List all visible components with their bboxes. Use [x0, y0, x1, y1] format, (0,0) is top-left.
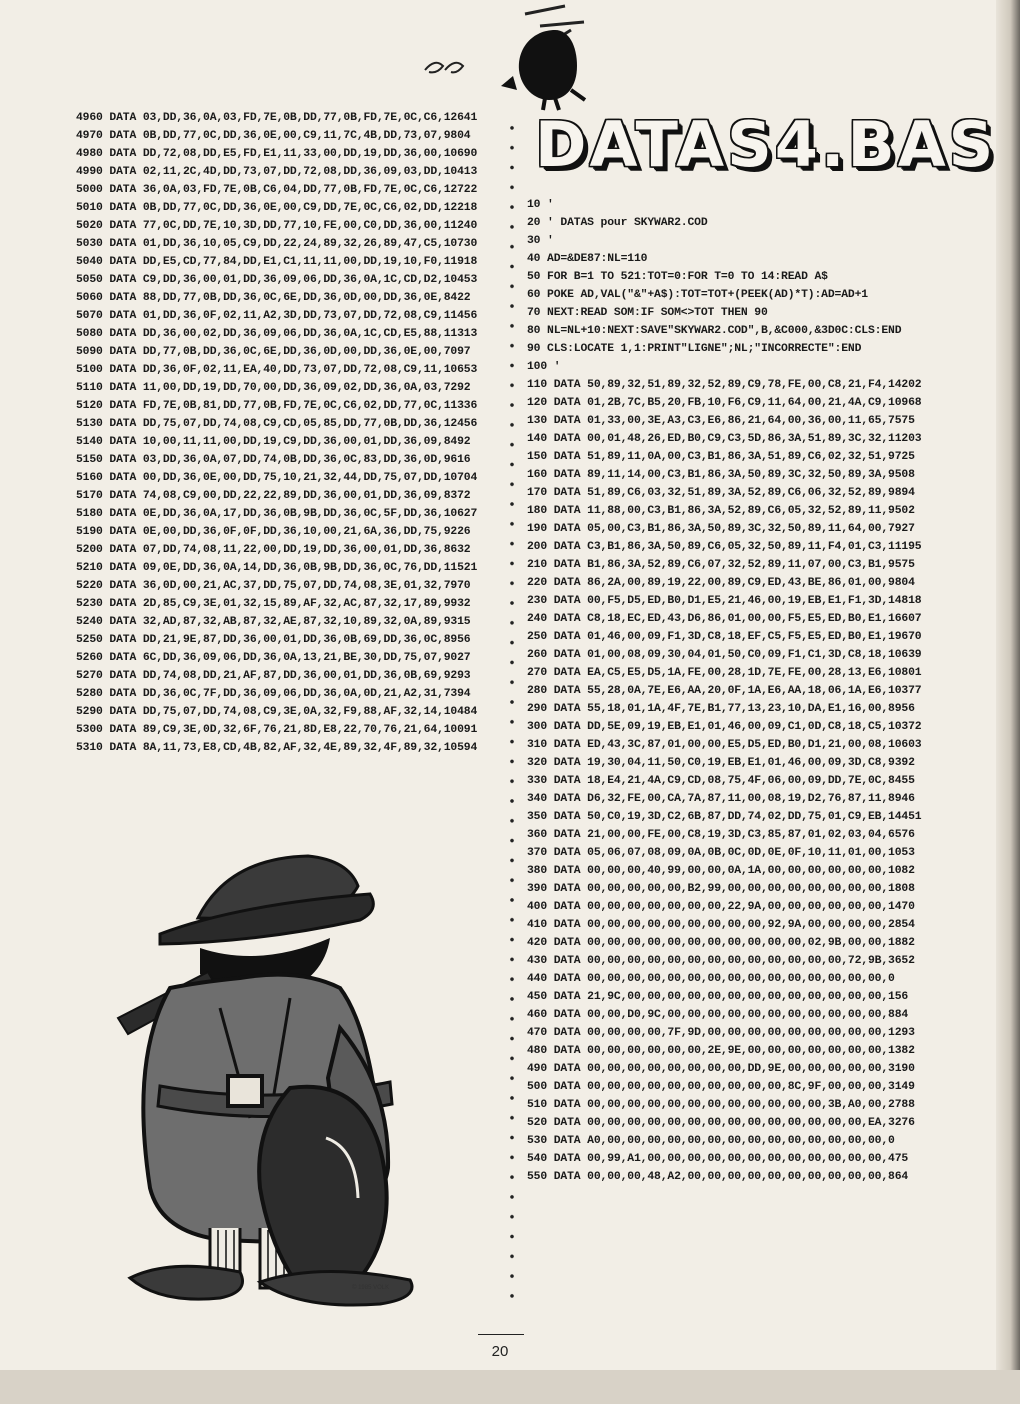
column-divider-dots	[509, 118, 515, 1308]
code-line: 5170 DATA 74,08,C9,00,DD,22,22,89,DD,36,00,01,DD,36,09,8372	[76, 490, 471, 502]
code-line: 240 DATA C8,18,EC,ED,43,D6,86,01,00,00,F5,E5,ED,B0,E1,16607	[527, 613, 922, 625]
code-line: 4980 DATA DD,72,08,DD,E5,FD,E1,11,33,00,DD,19,DD,36,00,10690	[76, 148, 478, 160]
code-line: 140 DATA 00,01,48,26,ED,B0,C9,C3,5D,86,3A,51,89,3C,32,11203	[527, 433, 922, 445]
code-line: 5030 DATA 01,DD,36,10,05,C9,DD,22,24,89,32,26,89,47,C5,10730	[76, 238, 478, 250]
detective-cartoon-icon	[90, 838, 450, 1308]
code-line: 500 DATA 00,00,00,00,00,00,00,00,00,00,8C,9F,00,00,00,3149	[527, 1081, 915, 1093]
page-title: DATAS4.BAS	[535, 108, 997, 181]
code-line: 5130 DATA DD,75,07,DD,74,08,C9,CD,05,85,DD,77,0B,DD,36,12456	[76, 418, 478, 430]
code-line: 5020 DATA 77,0C,DD,7E,10,3D,DD,77,10,FE,00,C0,DD,36,00,11240	[76, 220, 478, 232]
right-code-listing	[527, 196, 987, 1186]
code-line: 5080 DATA DD,36,00,02,DD,36,09,06,DD,36,0A,1C,CD,E5,88,11313	[76, 328, 478, 340]
code-line: 5160 DATA 00,DD,36,0E,00,DD,75,10,21,32,44,DD,75,07,DD,10704	[76, 472, 478, 484]
code-line: 180 DATA 11,88,00,C3,B1,86,3A,52,89,C6,05,32,52,89,11,9502	[527, 505, 915, 517]
code-line: 490 DATA 00,00,00,00,00,00,00,00,DD,9E,00,00,00,00,00,3190	[527, 1063, 915, 1075]
code-line: 170 DATA 51,89,C6,03,32,51,89,3A,52,89,C6,06,32,52,89,9894	[527, 487, 915, 499]
code-line: 5190 DATA 0E,00,DD,36,0F,0F,DD,36,10,00,21,6A,36,DD,75,9226	[76, 526, 471, 538]
code-line: 4960 DATA 03,DD,36,0A,03,FD,7E,0B,DD,77,0B,FD,7E,0C,C6,12641	[76, 112, 478, 124]
code-line: 350 DATA 50,C0,19,3D,C2,6B,87,DD,74,02,DD,75,01,C9,EB,14451	[527, 811, 922, 823]
code-line: 520 DATA 00,00,00,00,00,00,00,00,00,00,00,00,00,00,EA,3276	[527, 1117, 915, 1129]
code-line: 5260 DATA 6C,DD,36,09,06,DD,36,0A,13,21,BE,30,DD,75,07,9027	[76, 652, 471, 664]
code-line: 70 NEXT:READ SOM:IF SOM<>TOT THEN 90	[527, 307, 768, 319]
code-line: 340 DATA D6,32,FE,00,CA,7A,87,11,00,08,19,D2,76,87,11,8946	[527, 793, 915, 805]
code-line: 5280 DATA DD,36,0C,7F,DD,36,09,06,DD,36,0A,0D,21,A2,31,7394	[76, 688, 471, 700]
code-line: 480 DATA 00,00,00,00,00,00,2E,9E,00,00,00,00,00,00,00,1382	[527, 1045, 915, 1057]
code-line: 330 DATA 18,E4,21,4A,C9,CD,08,75,4F,06,00,09,DD,7E,0C,8455	[527, 775, 915, 787]
code-line: 300 DATA DD,5E,09,19,EB,E1,01,46,00,09,C1,0D,C8,18,C5,10372	[527, 721, 922, 733]
code-line: 370 DATA 05,06,07,08,09,0A,0B,0C,0D,0E,0F,10,11,01,00,1053	[527, 847, 915, 859]
code-line: 430 DATA 00,00,00,00,00,00,00,00,00,00,00,00,00,72,9B,3652	[527, 955, 915, 967]
code-line: 190 DATA 05,00,C3,B1,86,3A,50,89,3C,32,50,89,11,64,00,7927	[527, 523, 915, 535]
code-line: 5220 DATA 36,0D,00,21,AC,37,DD,75,07,DD,74,08,3E,01,32,7970	[76, 580, 471, 592]
code-line: 20 ' DATAS pour SKYWAR2.COD	[527, 217, 708, 229]
page-number: 20	[491, 1343, 509, 1360]
code-line: 360 DATA 21,00,00,FE,00,C8,19,3D,C3,85,87,01,02,03,04,6576	[527, 829, 915, 841]
code-line: 5290 DATA DD,75,07,DD,74,08,C9,3E,0A,32,F9,88,AF,32,14,10484	[76, 706, 478, 718]
code-line: 5060 DATA 88,DD,77,0B,DD,36,0C,6E,DD,36,0D,00,DD,36,0E,8422	[76, 292, 471, 304]
code-line: 210 DATA B1,86,3A,52,89,C6,07,32,52,89,11,07,00,C3,B1,9575	[527, 559, 915, 571]
code-line: 5120 DATA FD,7E,0B,81,DD,77,0B,FD,7E,0C,C6,02,DD,77,0C,11336	[76, 400, 478, 412]
helicopter-cartoon-icon	[405, 0, 615, 112]
code-line: 40 AD=&DE87:NL=110	[527, 253, 648, 265]
code-line: 60 POKE AD,VAL("&"+A$):TOT=TOT+(PEEK(AD)*T):AD=AD+1	[527, 289, 868, 301]
code-line: 290 DATA 55,18,01,1A,4F,7E,B1,77,13,23,10,DA,E1,16,00,8956	[527, 703, 915, 715]
code-line: 130 DATA 01,33,00,3E,A3,C3,E6,86,21,64,00,36,00,11,65,7575	[527, 415, 915, 427]
code-line: 80 NL=NL+10:NEXT:SAVE"SKYWAR2.COD",B,&C000,&3D0C:CLS:END	[527, 325, 902, 337]
code-line: 5070 DATA 01,DD,36,0F,02,11,A2,3D,DD,73,07,DD,72,08,C9,11456	[76, 310, 478, 322]
code-line: 5010 DATA 0B,DD,77,0C,DD,36,0E,00,C9,DD,7E,0C,C6,02,DD,12218	[76, 202, 478, 214]
code-line: 390 DATA 00,00,00,00,00,B2,99,00,00,00,00,00,00,00,00,1808	[527, 883, 915, 895]
code-line: 5310 DATA 8A,11,73,E8,CD,4B,82,AF,32,4E,89,32,4F,89,32,10594	[76, 742, 478, 754]
code-line: 280 DATA 55,28,0A,7E,E6,AA,20,0F,1A,E6,AA,18,06,1A,E6,10377	[527, 685, 922, 697]
code-line: 100 '	[527, 361, 561, 373]
code-line: 50 FOR B=1 TO 521:TOT=0:FOR T=0 TO 14:READ A$	[527, 271, 828, 283]
code-line: 5000 DATA 36,0A,03,FD,7E,0B,C6,04,DD,77,0B,FD,7E,0C,C6,12722	[76, 184, 478, 196]
code-line: 220 DATA 86,2A,00,89,19,22,00,89,C9,ED,43,BE,86,01,00,9804	[527, 577, 915, 589]
code-line: 420 DATA 00,00,00,00,00,00,00,00,00,00,00,02,9B,00,00,1882	[527, 937, 915, 949]
code-line: 4990 DATA 02,11,2C,4D,DD,73,07,DD,72,08,DD,36,09,03,DD,10413	[76, 166, 478, 178]
code-line: 5210 DATA 09,0E,DD,36,0A,14,DD,36,0B,9B,DD,36,0C,76,DD,11521	[76, 562, 478, 574]
code-line: 5240 DATA 32,AD,87,32,AB,87,32,AE,87,32,10,89,32,0A,89,9315	[76, 616, 471, 628]
code-line: 10 '	[527, 199, 554, 211]
code-line: 530 DATA A0,00,00,00,00,00,00,00,00,00,00,00,00,00,00,0	[527, 1135, 895, 1147]
code-line: 5100 DATA DD,36,0F,02,11,EA,40,DD,73,07,DD,72,08,C9,11,10653	[76, 364, 478, 376]
code-line: 540 DATA 00,99,A1,00,00,00,00,00,00,00,00,00,00,00,00,475	[527, 1153, 909, 1165]
code-line: 450 DATA 21,9C,00,00,00,00,00,00,00,00,00,00,00,00,00,156	[527, 991, 909, 1003]
code-line: 200 DATA C3,B1,86,3A,50,89,C6,05,32,50,89,11,F4,01,C3,11195	[527, 541, 922, 553]
code-line: 400 DATA 00,00,00,00,00,00,00,22,9A,00,00,00,00,00,00,1470	[527, 901, 915, 913]
code-line: 260 DATA 01,00,08,09,30,04,01,50,C0,09,F1,C1,3D,C8,18,10639	[527, 649, 922, 661]
code-line: 310 DATA ED,43,3C,87,01,00,00,E5,D5,ED,B0,D1,21,00,08,10603	[527, 739, 922, 751]
code-line: 5300 DATA 89,C9,3E,0D,32,6F,76,21,8D,E8,22,70,76,21,64,10091	[76, 724, 478, 736]
code-line: 5230 DATA 2D,85,C9,3E,01,32,15,89,AF,32,AC,87,32,17,89,9932	[76, 598, 471, 610]
code-line: 5270 DATA DD,74,08,DD,21,AF,87,DD,36,00,01,DD,36,0B,69,9293	[76, 670, 471, 682]
code-line: 4970 DATA 0B,DD,77,0C,DD,36,0E,00,C9,11,7C,4B,DD,73,07,9804	[76, 130, 471, 142]
code-line: 160 DATA 89,11,14,00,C3,B1,86,3A,50,89,3C,32,50,89,3A,9508	[527, 469, 915, 481]
left-code-listing	[76, 109, 506, 757]
code-line: 250 DATA 01,46,00,09,F1,3D,C8,18,EF,C5,F5,E5,ED,B0,E1,19670	[527, 631, 922, 643]
code-line: 510 DATA 00,00,00,00,00,00,00,00,00,00,00,00,3B,A0,00,2788	[527, 1099, 915, 1111]
code-line: 5090 DATA DD,77,0B,DD,36,0C,6E,DD,36,0D,00,DD,36,0E,00,7097	[76, 346, 471, 358]
code-line: 5250 DATA DD,21,9E,87,DD,36,00,01,DD,36,0B,69,DD,36,0C,8956	[76, 634, 471, 646]
code-line: 5180 DATA 0E,DD,36,0A,17,DD,36,0B,9B,DD,36,0C,5F,DD,36,10627	[76, 508, 478, 520]
copyright-notice: © 1985 VOLK	[352, 1285, 390, 1291]
code-line: 5050 DATA C9,DD,36,00,01,DD,36,09,06,DD,36,0A,1C,CD,D2,10453	[76, 274, 478, 286]
page-edge-shadow	[996, 0, 1020, 1404]
code-line: 270 DATA EA,C5,E5,D5,1A,FE,00,28,1D,7E,FE,00,28,13,E6,10801	[527, 667, 922, 679]
code-line: 120 DATA 01,2B,7C,B5,20,FB,10,F6,C9,11,64,00,21,4A,C9,10968	[527, 397, 922, 409]
code-line: 5200 DATA 07,DD,74,08,11,22,00,DD,19,DD,36,00,01,DD,36,8632	[76, 544, 471, 556]
code-line: 380 DATA 00,00,00,40,99,00,00,0A,1A,00,00,00,00,00,00,1082	[527, 865, 915, 877]
page-bottom-edge	[0, 1370, 1020, 1404]
code-line: 550 DATA 00,00,00,48,A2,00,00,00,00,00,00,00,00,00,00,864	[527, 1171, 909, 1183]
code-line: 5140 DATA 10,00,11,11,00,DD,19,C9,DD,36,00,01,DD,36,09,8492	[76, 436, 471, 448]
code-line: 410 DATA 00,00,00,00,00,00,00,00,00,92,9A,00,00,00,00,2854	[527, 919, 915, 931]
code-line: 110 DATA 50,89,32,51,89,32,52,89,C9,78,FE,00,C8,21,F4,14202	[527, 379, 922, 391]
code-line: 470 DATA 00,00,00,00,7F,9D,00,00,00,00,00,00,00,00,00,1293	[527, 1027, 915, 1039]
code-line: 30 '	[527, 235, 554, 247]
code-line: 320 DATA 19,30,04,11,50,C0,19,EB,E1,01,46,00,09,3D,C8,9392	[527, 757, 915, 769]
code-line: 90 CLS:LOCATE 1,1:PRINT"LIGNE";NL;"INCORRECTE":END	[527, 343, 862, 355]
code-line: 460 DATA 00,00,D0,9C,00,00,00,00,00,00,00,00,00,00,00,884	[527, 1009, 909, 1021]
code-line: 5150 DATA 03,DD,36,0A,07,DD,74,0B,DD,36,0C,83,DD,36,0D,9616	[76, 454, 471, 466]
code-line: 5110 DATA 11,00,DD,19,DD,70,00,DD,36,09,02,DD,36,0A,03,7292	[76, 382, 471, 394]
code-line: 5040 DATA DD,E5,CD,77,84,DD,E1,C1,11,11,00,DD,19,10,F0,11918	[76, 256, 478, 268]
code-line: 440 DATA 00,00,00,00,00,00,00,00,00,00,00,00,00,00,00,0	[527, 973, 895, 985]
code-line: 150 DATA 51,89,11,0A,00,C3,B1,86,3A,51,89,C6,02,32,51,9725	[527, 451, 915, 463]
code-line: 230 DATA 00,F5,D5,ED,B0,D1,E5,21,46,00,19,EB,E1,F1,3D,14818	[527, 595, 922, 607]
page-number-rule	[478, 1334, 524, 1335]
